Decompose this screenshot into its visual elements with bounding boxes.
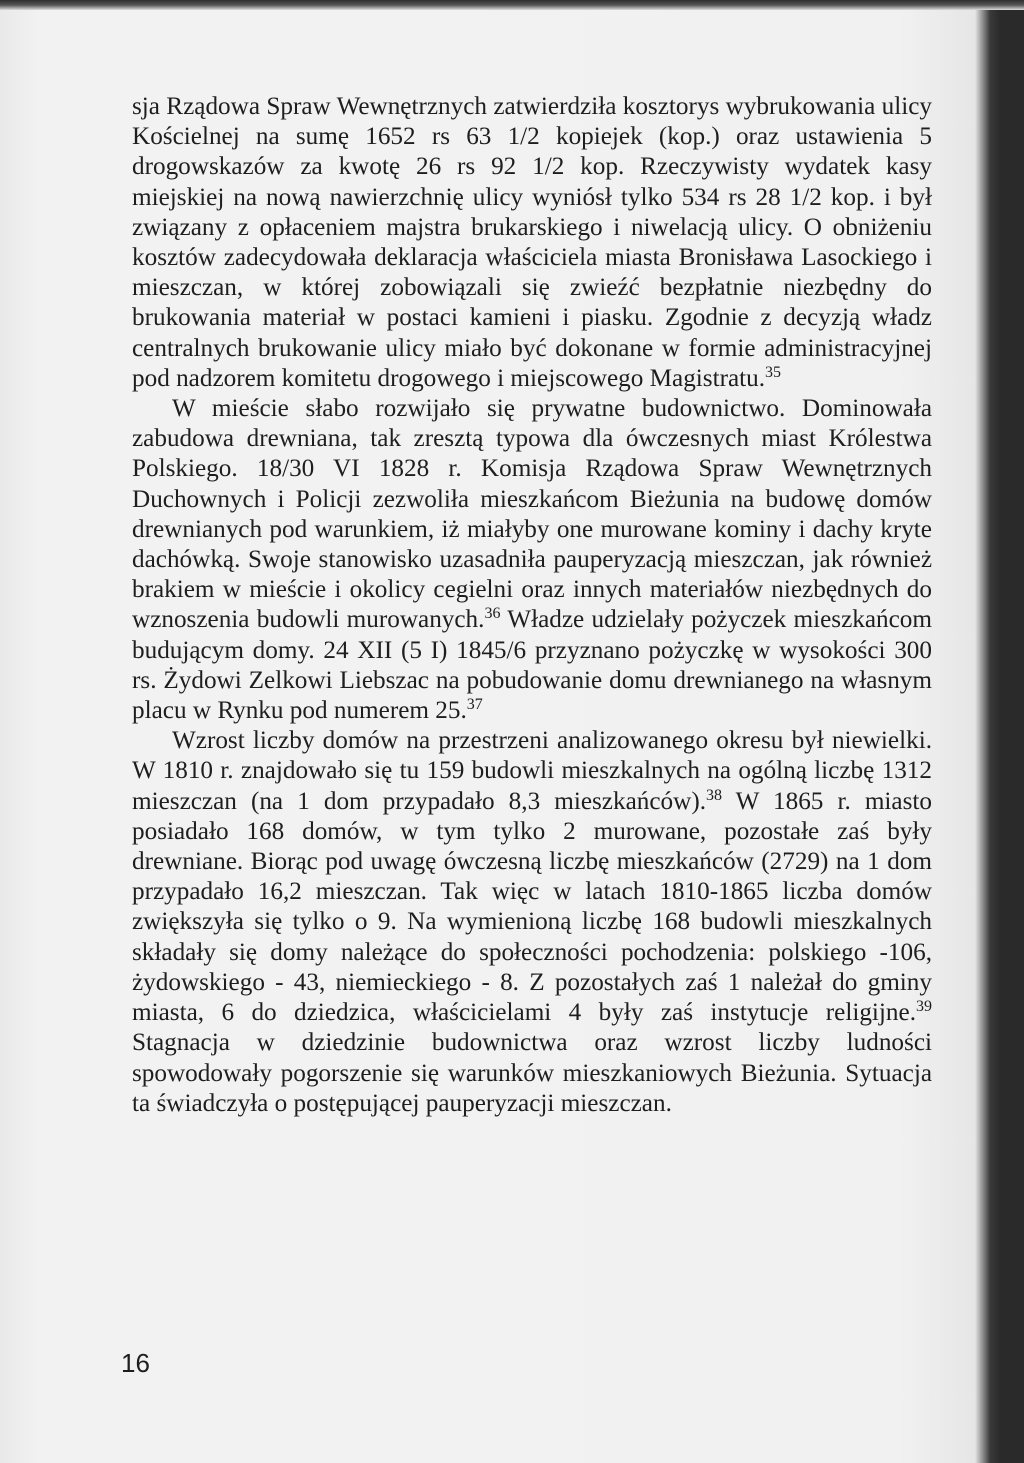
paragraph-1-text: sja Rządowa Spraw Wewnętrznych zatwierdziła kosztorys wybrukowania ulicy Kościelnej na sumę 1652 rs 63 1/2 kopiejek (kop.) oraz ustawienia 5 drogowskazów za kwotę 26 rs 92 1/2 kop. Rzeczywisty wydatek kasy miejskiej na nową nawierzchnię ulicy wyniósł tylko 534 rs 28 1/2 kop. i był związany z opłaceniem majstra brukarskiego i niwelacją ulicy. O obniżeniu kosztów zadecydowała deklaracja właściciela miasta Bronisława Lasockiego i mieszczan, w której zobowiązali się zwieźć bezpłatnie niezbędny do brukowania materiał w postaci kamieni i piasku. Zgodnie z decyzją władz centralnych brukowanie ulicy miało być dokonane w formie administracyjnej pod nadzorem komitetu drogowego i miejscowego Magistratu. — [132, 93, 932, 392]
footnote-ref-35: 35 — [765, 363, 782, 381]
footnote-ref-37: 37 — [466, 696, 483, 714]
paragraph-2-text-b: Władze udzielały pożyczek mieszkańcom budującym domy. 24 XII (5 I) 1845/6 przyznano pożyczkę w wysokości 300 rs. Żydowi Zelkowi Liebszac na pobudowanie domu drewnianego na własnym placu w Rynku pod numerem 25. — [132, 606, 932, 725]
paragraph-2-text-a: W mieście słabo rozwijało się prywatne budownictwo. Dominowała zabudowa drewniana, tak zresztą typowa dla ówczesnych miast Królestwa Polskiego. 18/30 VI 1828 r. Komisja Rządowa Spraw Wewnętrznych Duchownych i Policji zezwoliła mieszkańcom Bieżunia na budowę domów drewnianych pod warunkiem, iż miałyby one murowane kominy i dachy kryte dachówką. Swoje stanowisko uzasadniła pauperyzacją mieszczan, jak również brakiem w mieście i okolicy cegielni oraz innych materiałów niezbędnych do wznoszenia budowli murowanych. — [132, 395, 932, 634]
footnote-ref-38: 38 — [706, 786, 722, 804]
footnote-ref-36: 36 — [484, 605, 501, 623]
paragraph-3 — [132, 726, 932, 1119]
page-number: 16 — [121, 1348, 150, 1378]
paragraph-3-text-b: W 1865 r. miasto posiadało 168 domów, w tym tylko 2 murowane, pozostałe zaś były drewniane. Biorąc pod uwagę ówczesną liczbę mieszkańców (2729) na 1 dom przypadało 16,2 mieszczan. Tak więc w latach 1810-1865 liczba domów zwiększyła się tylko o 9. Na wymienioną liczbę 168 budowli mieszkalnych składały się domy należące do społeczności pochodzenia: polskiego -106, żydowskiego - 43, niemieckiego - 8. Z pozostałych zaś 1 należał do gminy miasta, 6 do dziedzica, właścicielami 4 były zaś instytucje religijne. — [132, 787, 932, 1027]
paragraph-2 — [132, 394, 932, 726]
paragraph-1 — [132, 92, 932, 394]
body-text — [132, 92, 932, 1119]
footnote-ref-39: 39 — [916, 998, 932, 1016]
scan-top-edge — [0, 0, 1024, 10]
paragraph-3-text-a: Wzrost liczby domów na przestrzeni analizowanego okresu był niewielki. W 1810 r. znajdowało się tu 159 budowli mieszkalnych na ogólną liczbę 1312 mieszczan (na 1 dom przypadało 8,3 mieszkańców). — [132, 727, 932, 815]
paragraph-3-text-c: Stagnacja w dziedzinie budownictwa oraz wzrost liczby ludności spowodowały pogorszenie się warunków mieszkaniowych Bieżunia. Sytuacja ta świadczyła o postępującej pauperyzacji mieszczan. — [132, 1029, 932, 1117]
